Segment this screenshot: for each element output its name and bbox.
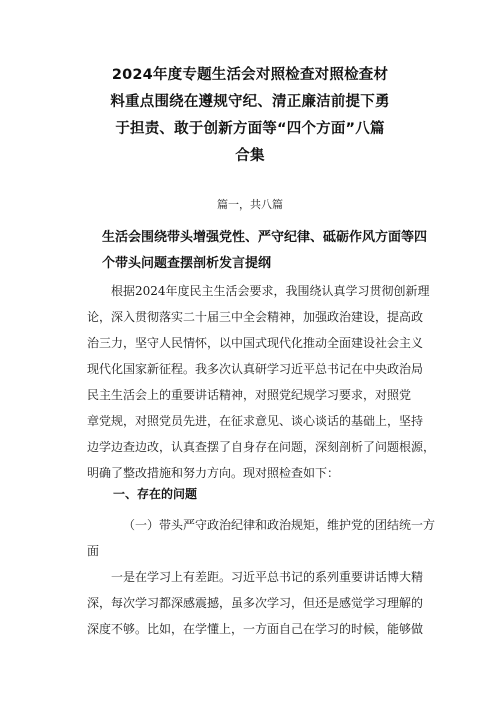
paragraph-line: 一是在学习上有差距。习近平总书记的系列重要讲话博大精 bbox=[111, 570, 424, 584]
paragraph-2 bbox=[87, 564, 427, 642]
paragraph-line: 根据2024年度民主生活会要求，我围绕认真学习贯彻创新理 bbox=[111, 284, 430, 298]
heading-existing-problems: 一、存在的问题 bbox=[113, 487, 198, 501]
paragraph-line: 现代化国家新征程。我多次认真研学习近平总书记在中央政治局 bbox=[87, 362, 424, 376]
title-line: 2024年度专题生活会对照检查对照检查材 bbox=[111, 67, 389, 83]
paragraph-line: 章党规，对照党员先进，在征求意见、谈心谈话的基础上，坚持 bbox=[87, 414, 424, 428]
paragraph-line: 治三力，坚守人民情怀，以中国式现代化推动全面建设社会主义 bbox=[87, 336, 424, 350]
section-title bbox=[60, 225, 440, 277]
document-title bbox=[90, 62, 410, 170]
subheading-line: 面 bbox=[87, 544, 100, 558]
paragraph-line: 民主生活会上的重要讲话精神，对照党纪规学习要求，对照党 bbox=[87, 388, 412, 402]
title-line: 合集 bbox=[235, 148, 265, 164]
paragraph-line: 深度不够。比如，在学懂上，一方面自己在学习的时候，能够做 bbox=[87, 622, 424, 636]
title-line: 于担责、敢于创新方面等“四个方面”八篇 bbox=[115, 121, 385, 137]
intro-paragraph bbox=[87, 278, 436, 486]
title-line: 料重点围绕在遵规守纪、清正廉洁前提下勇 bbox=[110, 94, 390, 110]
section-title-line: 生活会围绕带头增强党性、严守纪律、砥砺作风方面等四 bbox=[102, 230, 428, 245]
paragraph-line: 边学边查边改，认真查摆了自身存在问题，深刻剖析了问题根源， bbox=[87, 440, 436, 454]
part-label: 篇一，共八篇 bbox=[217, 198, 283, 211]
subheading-line: （一）带头严守政治纪律和政治规矩，维护党的团结统一方 bbox=[123, 518, 436, 532]
paragraph-line: 明确了整改措施和努力方向。现对照检查如下： bbox=[87, 466, 340, 480]
paragraph-line: 论，深入贯彻落实二十届三中全会精神，加强政治建设，提高政 bbox=[87, 310, 424, 324]
section-title-line: 个带头问题查摆剖析发言提纲 bbox=[102, 256, 272, 271]
paragraph-line: 深，每次学习都深感震撼，虽多次学习，但还是感觉学习理解的 bbox=[87, 596, 424, 610]
subheading bbox=[87, 512, 436, 564]
